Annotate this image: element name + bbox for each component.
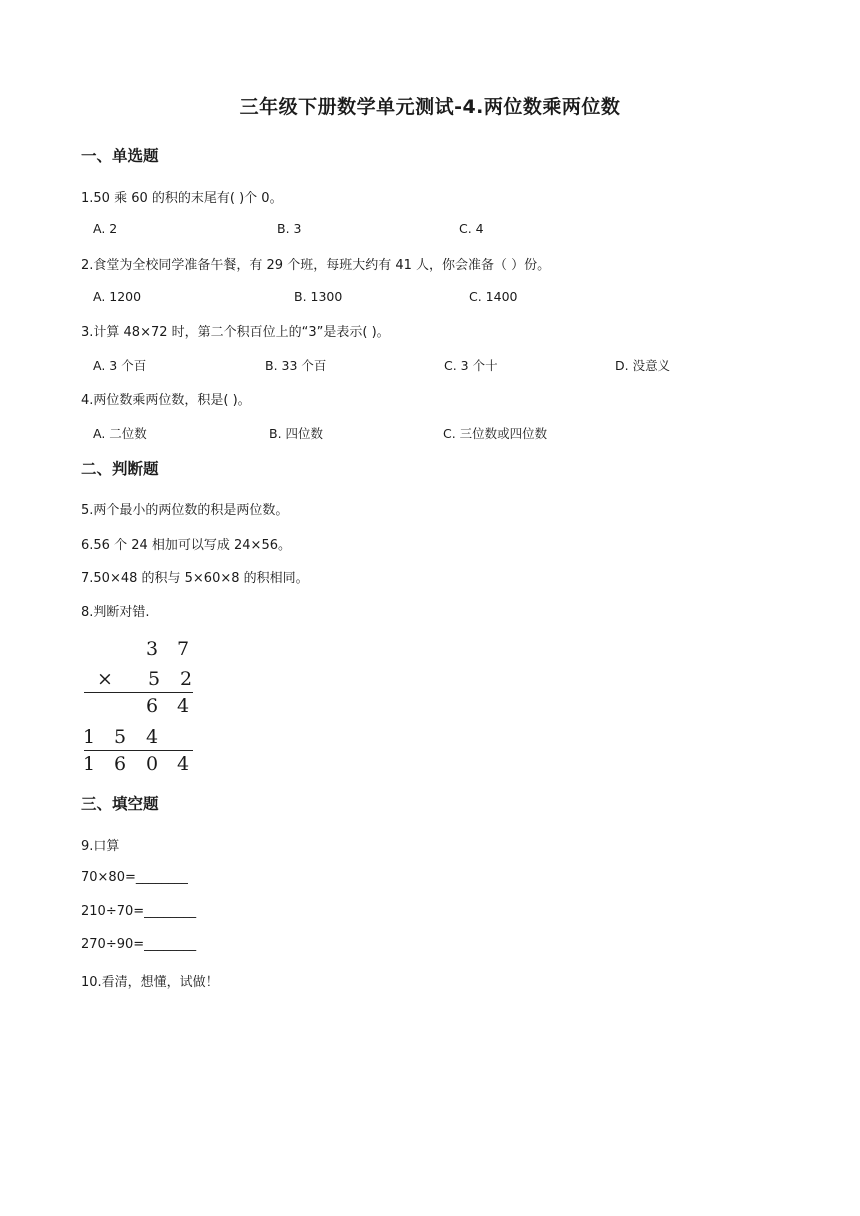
- vm-row5-digit: 6: [114, 753, 127, 775]
- question-3-text: 3.计算 48×72 时，第二个积百位上的“3”是表示( )。: [81, 325, 390, 340]
- vm-multiply-sign: ×: [97, 668, 113, 690]
- vm-row5-digit: 4: [177, 753, 190, 775]
- question-3-option-b[interactable]: B. 33 个百: [265, 358, 327, 373]
- vertical-multiplication-figure: [80, 630, 200, 780]
- vm-row4-digit: 1: [83, 726, 96, 748]
- question-3-option-c[interactable]: C. 3 个十: [444, 358, 498, 373]
- question-1-text: 1.50 乘 60 的积的末尾有( )个 0。: [81, 191, 283, 206]
- question-4-option-a[interactable]: A. 二位数: [93, 426, 147, 441]
- question-6-text: 6.56 个 24 相加可以写成 24×56。: [81, 538, 291, 553]
- question-4-option-b[interactable]: B. 四位数: [269, 426, 324, 441]
- question-1-option-a[interactable]: A. 2: [93, 221, 118, 236]
- question-2-option-a[interactable]: A. 1200: [93, 289, 142, 304]
- question-5-text: 5.两个最小的两位数的积是两位数。: [81, 503, 289, 518]
- question-10-text: 10.看清，想懂，试做！: [81, 975, 219, 990]
- section-heading-single-choice: 一、单选题: [81, 147, 159, 165]
- vm-row1-digit: 7: [177, 638, 190, 660]
- question-3-option-a[interactable]: A. 3 个百: [93, 358, 147, 373]
- question-2-option-b[interactable]: B. 1300: [294, 289, 343, 304]
- vm-row3-digit: 6: [146, 695, 159, 717]
- vm-row5-digit: 0: [146, 753, 159, 775]
- vm-row1-digit: 3: [146, 638, 159, 660]
- question-4-option-c[interactable]: C. 三位数或四位数: [443, 426, 548, 441]
- question-9-item-2[interactable]: 210÷70=________: [81, 904, 197, 919]
- question-3-option-d[interactable]: D. 没意义: [615, 358, 671, 373]
- page-title: 三年级下册数学单元测试-4.两位数乘两位数: [239, 96, 621, 118]
- section-heading-fill-in: 三、填空题: [81, 795, 159, 813]
- question-9-item-3[interactable]: 270÷90=________: [81, 937, 197, 952]
- vm-bottom-rule: [84, 750, 193, 751]
- question-1-option-c[interactable]: C. 4: [459, 221, 484, 236]
- question-2-option-c[interactable]: C. 1400: [469, 289, 518, 304]
- vm-row2-digit: 2: [180, 668, 193, 690]
- vm-row3-digit: 4: [177, 695, 190, 717]
- question-9-item-1[interactable]: 70×80=________: [81, 870, 188, 885]
- question-8-text: 8.判断对错.: [81, 605, 150, 620]
- vm-row4-digit: 5: [114, 726, 127, 748]
- question-2-text: 2.食堂为全校同学准备午餐，有 29 个班，每班大约有 41 人，你会准备（ ）份。: [81, 258, 551, 273]
- question-4-text: 4.两位数乘两位数，积是( )。: [81, 393, 251, 408]
- question-9-text: 9.口算: [81, 839, 120, 854]
- vm-row4-digit: 4: [146, 726, 159, 748]
- question-1-option-b[interactable]: B. 3: [277, 221, 302, 236]
- section-heading-true-false: 二、判断题: [81, 460, 159, 478]
- vm-row5-digit: 1: [83, 753, 96, 775]
- vm-row2-digit: 5: [148, 668, 161, 690]
- question-7-text: 7.50×48 的积与 5×60×8 的积相同。: [81, 571, 309, 586]
- vm-top-rule: [84, 692, 193, 693]
